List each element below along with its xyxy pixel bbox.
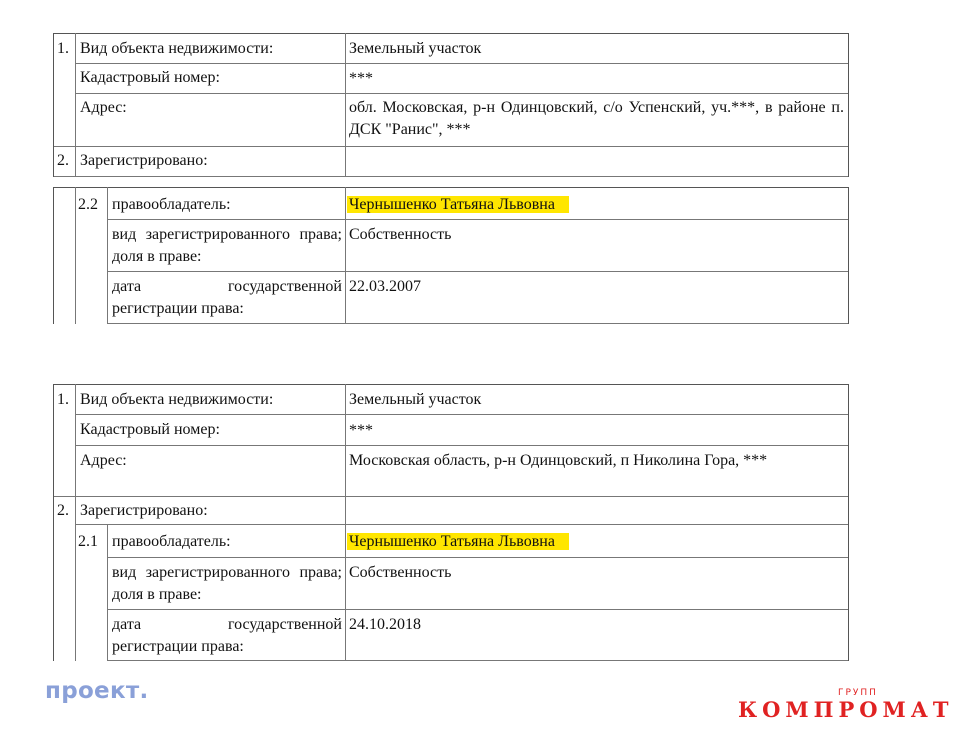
table-border bbox=[53, 33, 54, 177]
table-border bbox=[107, 609, 849, 610]
right-type-value: Собственность bbox=[349, 564, 452, 581]
table-border bbox=[848, 187, 849, 324]
table-border bbox=[345, 384, 346, 661]
object-type-label: Вид объекта недвижимости: bbox=[80, 391, 274, 408]
table-border bbox=[75, 63, 849, 64]
cadastral-label: Кадастровый номер: bbox=[80, 421, 220, 438]
registration-date-value: 22.03.2007 bbox=[349, 278, 421, 295]
row-number: 2. bbox=[57, 152, 69, 169]
proekt-logo: проект. bbox=[45, 678, 149, 704]
owner-value bbox=[349, 194, 569, 216]
owner-label: правообладатель: bbox=[112, 533, 231, 550]
cadastral-value: *** bbox=[349, 70, 373, 87]
table-border bbox=[75, 93, 849, 94]
table-border bbox=[107, 323, 849, 324]
address-label: Адрес: bbox=[80, 99, 127, 116]
table-border bbox=[75, 384, 76, 661]
table-border bbox=[75, 33, 76, 177]
owner-value bbox=[349, 531, 569, 553]
table-border bbox=[848, 384, 849, 661]
highlight-marker: Чернышенко Татьяна Львовна bbox=[347, 196, 569, 213]
row-number: 1. bbox=[57, 40, 69, 57]
table-border bbox=[107, 187, 108, 324]
address-value: обл. Московская, р-н Одинцовский, с/о Успенский, уч.***, в районе п. ДСК "Ранис", *** bbox=[349, 99, 844, 138]
table-border bbox=[53, 33, 849, 34]
table-border bbox=[53, 384, 849, 385]
table-border bbox=[345, 33, 346, 177]
right-type-label: вид зарегистрированного права; доля в праве: bbox=[112, 564, 342, 603]
sub-row-number: 2.2 bbox=[78, 196, 98, 213]
object-type-value: Земельный участок bbox=[349, 40, 482, 57]
table-border bbox=[345, 187, 346, 324]
table-border bbox=[107, 271, 849, 272]
table-border bbox=[53, 187, 849, 188]
table-border bbox=[53, 384, 54, 661]
object-type-label: Вид объекта недвижимости: bbox=[80, 40, 274, 57]
address-value: Московская область, р-н Одинцовский, п Николина Гора, *** bbox=[349, 452, 768, 469]
address-label: Адрес: bbox=[80, 452, 127, 469]
table-border bbox=[75, 187, 76, 324]
registration-date-label: дата государственной регистрации права: bbox=[112, 278, 342, 317]
table-border bbox=[53, 496, 849, 497]
table-border bbox=[107, 219, 849, 220]
table-border bbox=[75, 524, 849, 525]
table-border bbox=[107, 660, 849, 661]
registered-label: Зарегистрировано: bbox=[80, 502, 208, 519]
table-border bbox=[53, 176, 849, 177]
registration-date-label: дата государственной регистрации права: bbox=[112, 616, 342, 655]
right-type-label: вид зарегистрированного права; доля в праве: bbox=[112, 226, 342, 265]
table-border bbox=[75, 445, 849, 446]
table-border bbox=[848, 33, 849, 177]
table-border bbox=[53, 187, 54, 324]
right-type-value: Собственность bbox=[349, 226, 452, 243]
highlight-marker: Чернышенко Татьяна Львовна bbox=[347, 533, 569, 550]
kompromat-grupp-subtitle: ГРУПП bbox=[838, 688, 878, 698]
table-border bbox=[53, 146, 849, 147]
cadastral-value: *** bbox=[349, 422, 373, 439]
table-border bbox=[107, 557, 849, 558]
row-number: 1. bbox=[57, 391, 69, 408]
cadastral-label: Кадастровый номер: bbox=[80, 69, 220, 86]
kompromat-logo: КОМПРОМАТ bbox=[738, 697, 954, 722]
table-border bbox=[107, 524, 108, 661]
registration-date-value: 24.10.2018 bbox=[349, 616, 421, 633]
row-number: 2. bbox=[57, 502, 69, 519]
owner-label: правообладатель: bbox=[112, 196, 231, 213]
registered-label: Зарегистрировано: bbox=[80, 152, 208, 169]
sub-row-number: 2.1 bbox=[78, 533, 98, 550]
table-border bbox=[75, 414, 849, 415]
object-type-value: Земельный участок bbox=[349, 391, 482, 408]
